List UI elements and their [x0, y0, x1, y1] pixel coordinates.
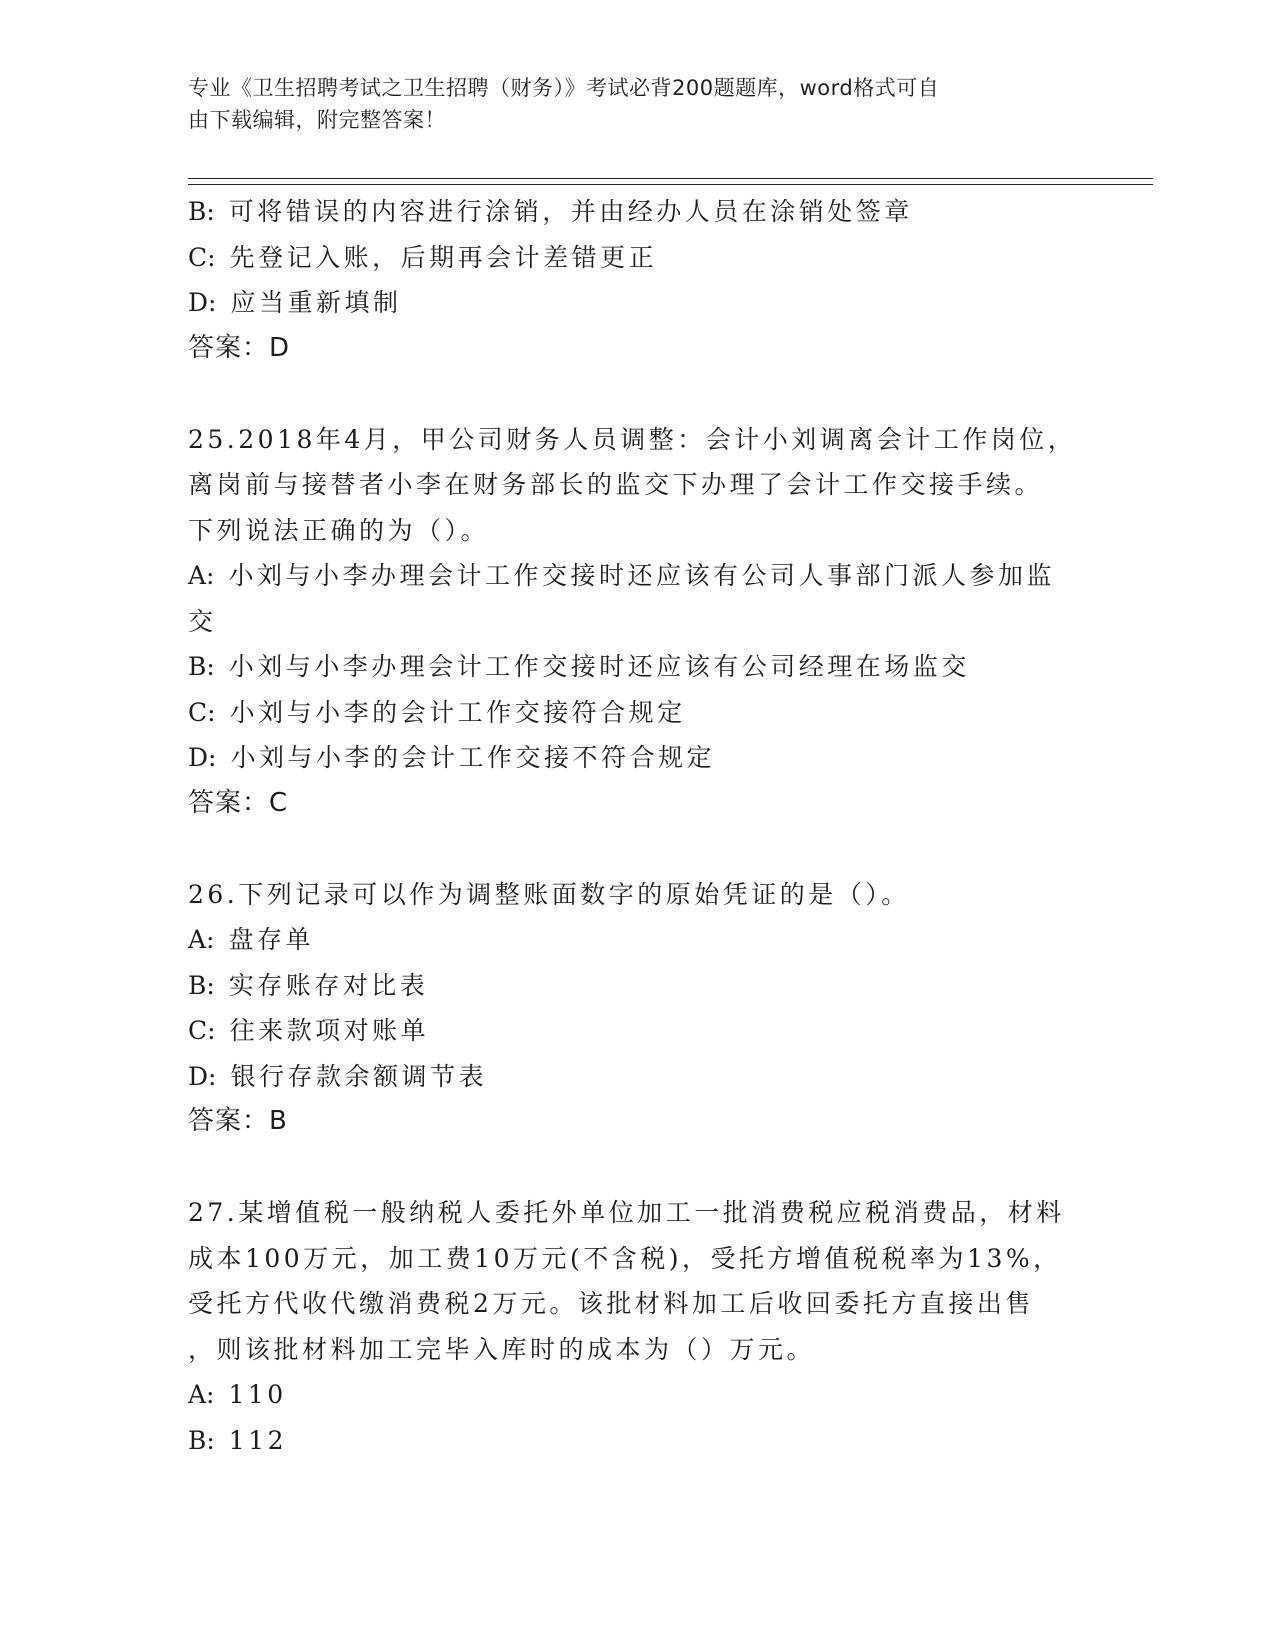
spacer — [188, 1145, 1068, 1191]
question-stem-line: 25.2018年4月，甲公司财务人员调整：会计小刘调离会计工作岗位， — [188, 424, 1077, 454]
option-b: B: 实存账存对比表 — [188, 970, 429, 1000]
option-b: B: 可将错误的内容进行涂销，并由经办人员在涂销处签章 — [188, 197, 913, 226]
question-stem-line: ，则该批材料加工完毕入库时的成本为（）万元。 — [188, 1334, 816, 1364]
option-c: C: 往来款项对账单 — [188, 1016, 430, 1045]
option-a-continuation: 交 — [188, 606, 217, 636]
question-27 — [188, 1190, 1068, 1463]
question-stem-line: 离岗前与接替者小李在财务部长的监交下办理了会计工作交接手续。 — [188, 470, 1044, 499]
option-d: D: 银行存款余额调节表 — [188, 1061, 487, 1091]
option-c: C: 先登记入账，后期再会计差错更正 — [188, 242, 658, 272]
question-stem-line: 成本100万元，加工费10万元(不含税)，受托方增值税税率为13%， — [188, 1243, 1062, 1273]
question-stem-line: 下列说法正确的为（）。 — [188, 515, 490, 545]
option-d: D: 小刘与小李的会计工作交接不符合规定 — [188, 743, 715, 772]
question-stem-line: 受托方代收代缴消费税2万元。该批材料加工后收回委托方直接出售 — [188, 1289, 1034, 1318]
header-line-1: 专业《卫生招聘考试之卫生招聘（财务）》考试必背200题题库，word格式可自 — [188, 76, 940, 100]
question-list — [188, 189, 1077, 1463]
option-d: D: 应当重新填制 — [188, 288, 402, 317]
answer-line: 答案：C — [188, 787, 289, 818]
question-stem-line: 26.下列记录可以作为调整账面数字的原始凭证的是（）。 — [188, 879, 910, 909]
option-a: A: 小刘与小李办理会计工作交接时还应该有公司人事部门派人参加监 — [188, 561, 1055, 590]
question-24 — [188, 189, 1068, 371]
option-a: A: 盘存单 — [188, 925, 314, 954]
answer-line: 答案：D — [188, 332, 291, 363]
spacer — [188, 826, 1068, 872]
spacer — [188, 371, 1068, 417]
option-b: B: 小刘与小李办理会计工作交接时还应该有公司经理在场监交 — [188, 652, 970, 681]
header-divider-bottom — [188, 184, 1153, 185]
option-a: A: 110 — [188, 1380, 287, 1409]
option-c: C: 小刘与小李的会计工作交接符合规定 — [188, 697, 686, 727]
answer-line: 答案：B — [188, 1106, 288, 1136]
option-b: B: 112 — [188, 1425, 288, 1455]
document-header — [188, 72, 1068, 136]
header-divider-top — [188, 178, 1153, 179]
question-26 — [188, 872, 1068, 1145]
question-stem-line: 27.某增值税一般纳税人委托外单位加工一批消费税应税消费品，材料 — [188, 1198, 1065, 1227]
header-line-2: 由下载编辑，附完整答案！ — [188, 108, 446, 132]
question-25 — [188, 417, 1077, 827]
